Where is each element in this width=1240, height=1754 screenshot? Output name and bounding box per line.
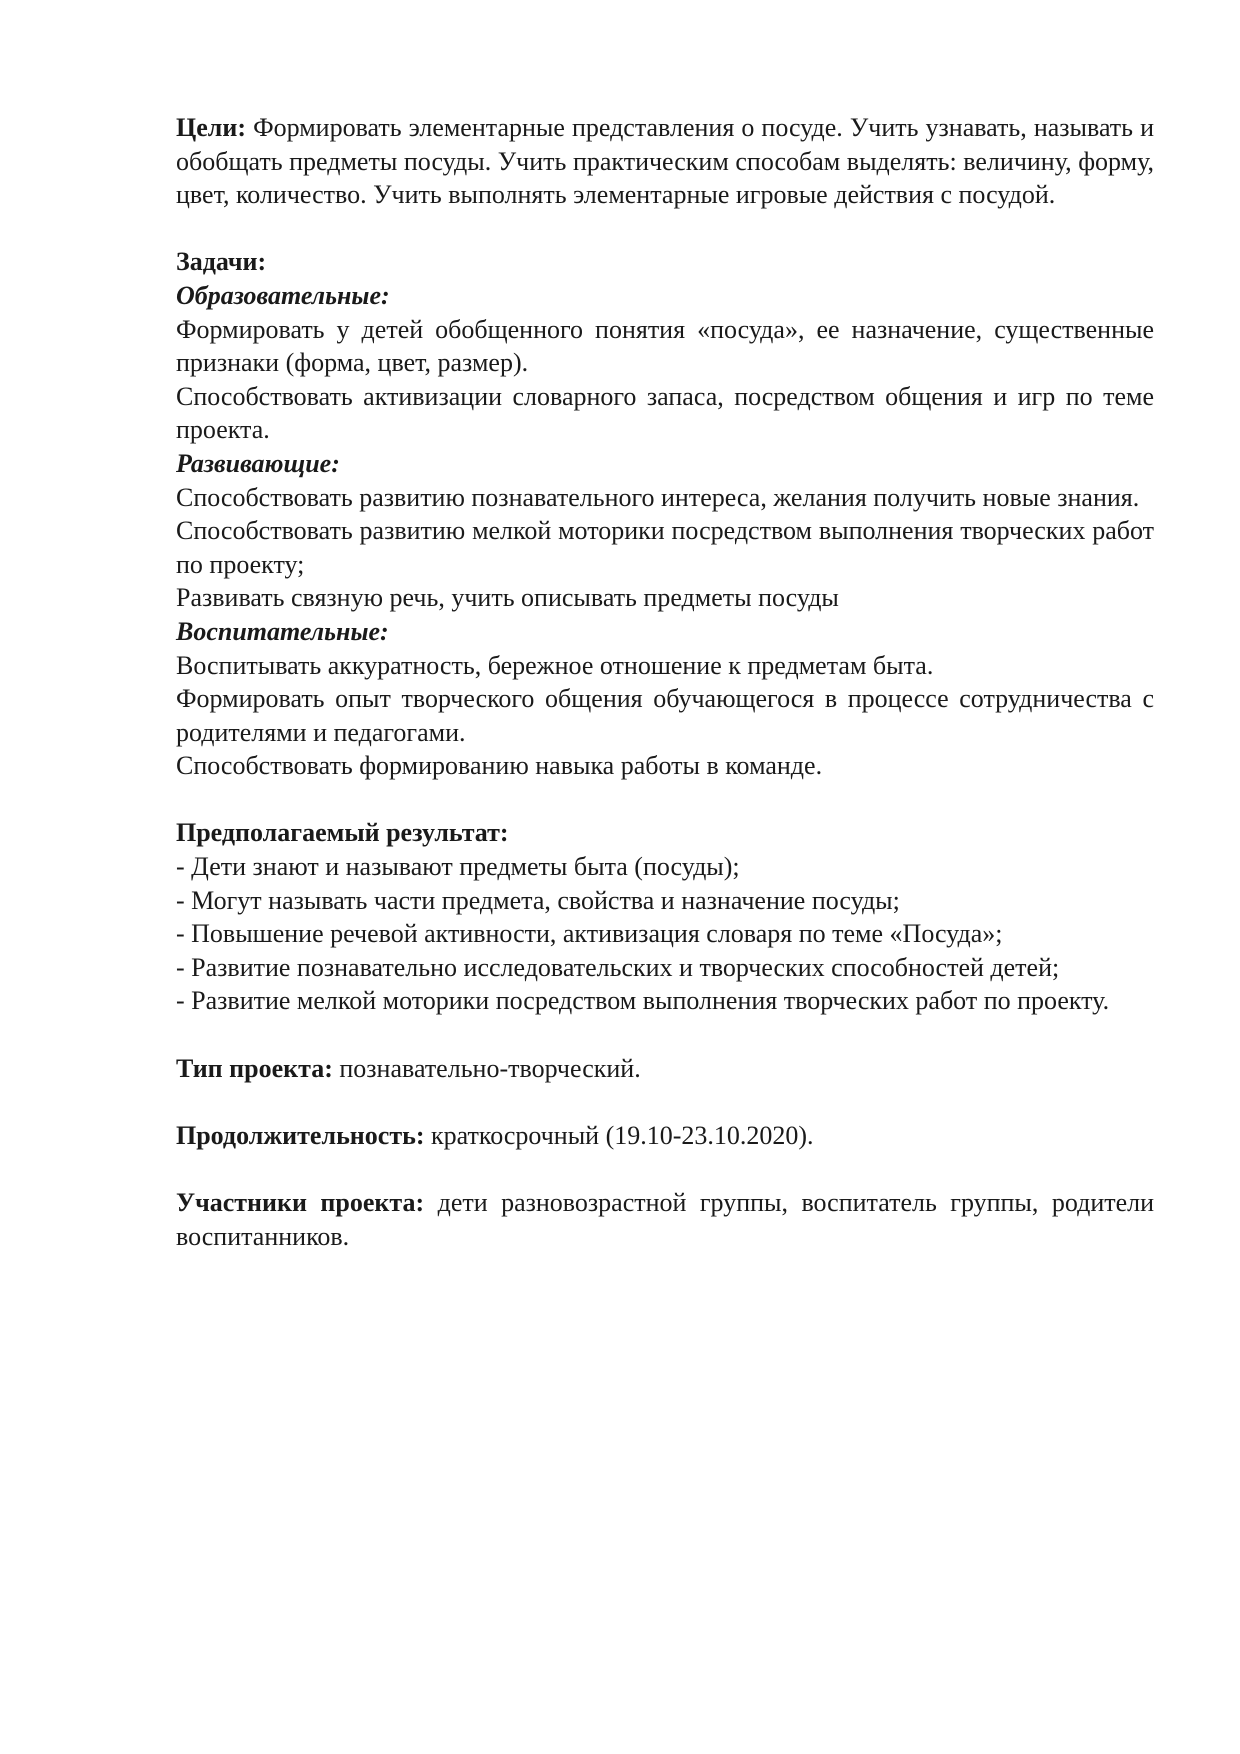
tasks-educational-item: Формировать у детей обобщенного понятия «посуда», ее назначение, существенные признаки (форма, цвет, размер). — [176, 314, 1154, 378]
duration-value: краткосрочный (19.10-23.10.2020). — [431, 1120, 814, 1150]
duration-line — [176, 1119, 1154, 1153]
results-item: - Дети знают и называют предметы быта (посуды); — [176, 852, 740, 882]
tasks-developing-title: Развивающие: — [176, 448, 340, 478]
tasks-upbringing-item: Воспитывать аккуратность, бережное отношение к предметам быта. — [176, 650, 934, 680]
tasks-educational-item: Способствовать активизации словарного запаса, посредством общения и игр по теме проекта. — [176, 381, 1154, 445]
project-type-value: познавательно-творческий. — [339, 1053, 641, 1083]
project-type-line — [176, 1052, 1154, 1086]
goals-label: Цели: — [176, 113, 246, 142]
duration-label: Продолжительность: — [176, 1120, 425, 1150]
project-type-label: Тип проекта: — [176, 1053, 333, 1083]
tasks-upbringing-item: Способствовать формированию навыка работы в команде. — [176, 751, 823, 781]
results-heading: Предполагаемый результат: — [176, 818, 509, 848]
tasks-developing-item: Способствовать развитию познавательного интереса, желания получить новые знания. — [176, 482, 1140, 512]
results-item: - Развитие познавательно исследовательских и творческих способностей детей; — [176, 952, 1060, 982]
tasks-educational-title: Образовательные: — [176, 280, 390, 310]
participants-value: дети разновозрастной группы, воспитатель группы, родители воспитанников. — [176, 1188, 1155, 1251]
goals-paragraph — [176, 111, 1154, 212]
tasks-heading: Задачи: — [176, 247, 267, 277]
results-item: - Повышение речевой активности, активизация словаря по теме «Посуда»; — [176, 919, 1003, 949]
tasks-developing-item: Способствовать развитию мелкой моторики посредством выполнения творческих работ по проекту; — [176, 516, 1154, 579]
tasks-upbringing-item: Формировать опыт творческого общения обучающегося в процессе сотрудничества с родителями и педагогами. — [176, 684, 1154, 747]
results-item: - Развитие мелкой моторики посредством выполнения творческих работ по проекту. — [176, 986, 1110, 1016]
results-item: - Могут называть части предмета, свойства и назначение посуды; — [176, 885, 900, 915]
tasks-upbringing-title: Воспитательные: — [176, 616, 389, 646]
tasks-developing-item: Развивать связную речь, учить описывать предметы посуды — [176, 583, 839, 613]
goals-text: Формировать элементарные представления о посуде. Учить узнавать, называть и обобщать предметы посуды. Учить практическим способам выделять: величину, форму, цвет, количество. Учить выполнять элементарные игровые действия с посудой. — [176, 113, 1154, 210]
participants-label: Участники проекта: — [176, 1188, 425, 1217]
participants-line — [176, 1186, 1154, 1253]
